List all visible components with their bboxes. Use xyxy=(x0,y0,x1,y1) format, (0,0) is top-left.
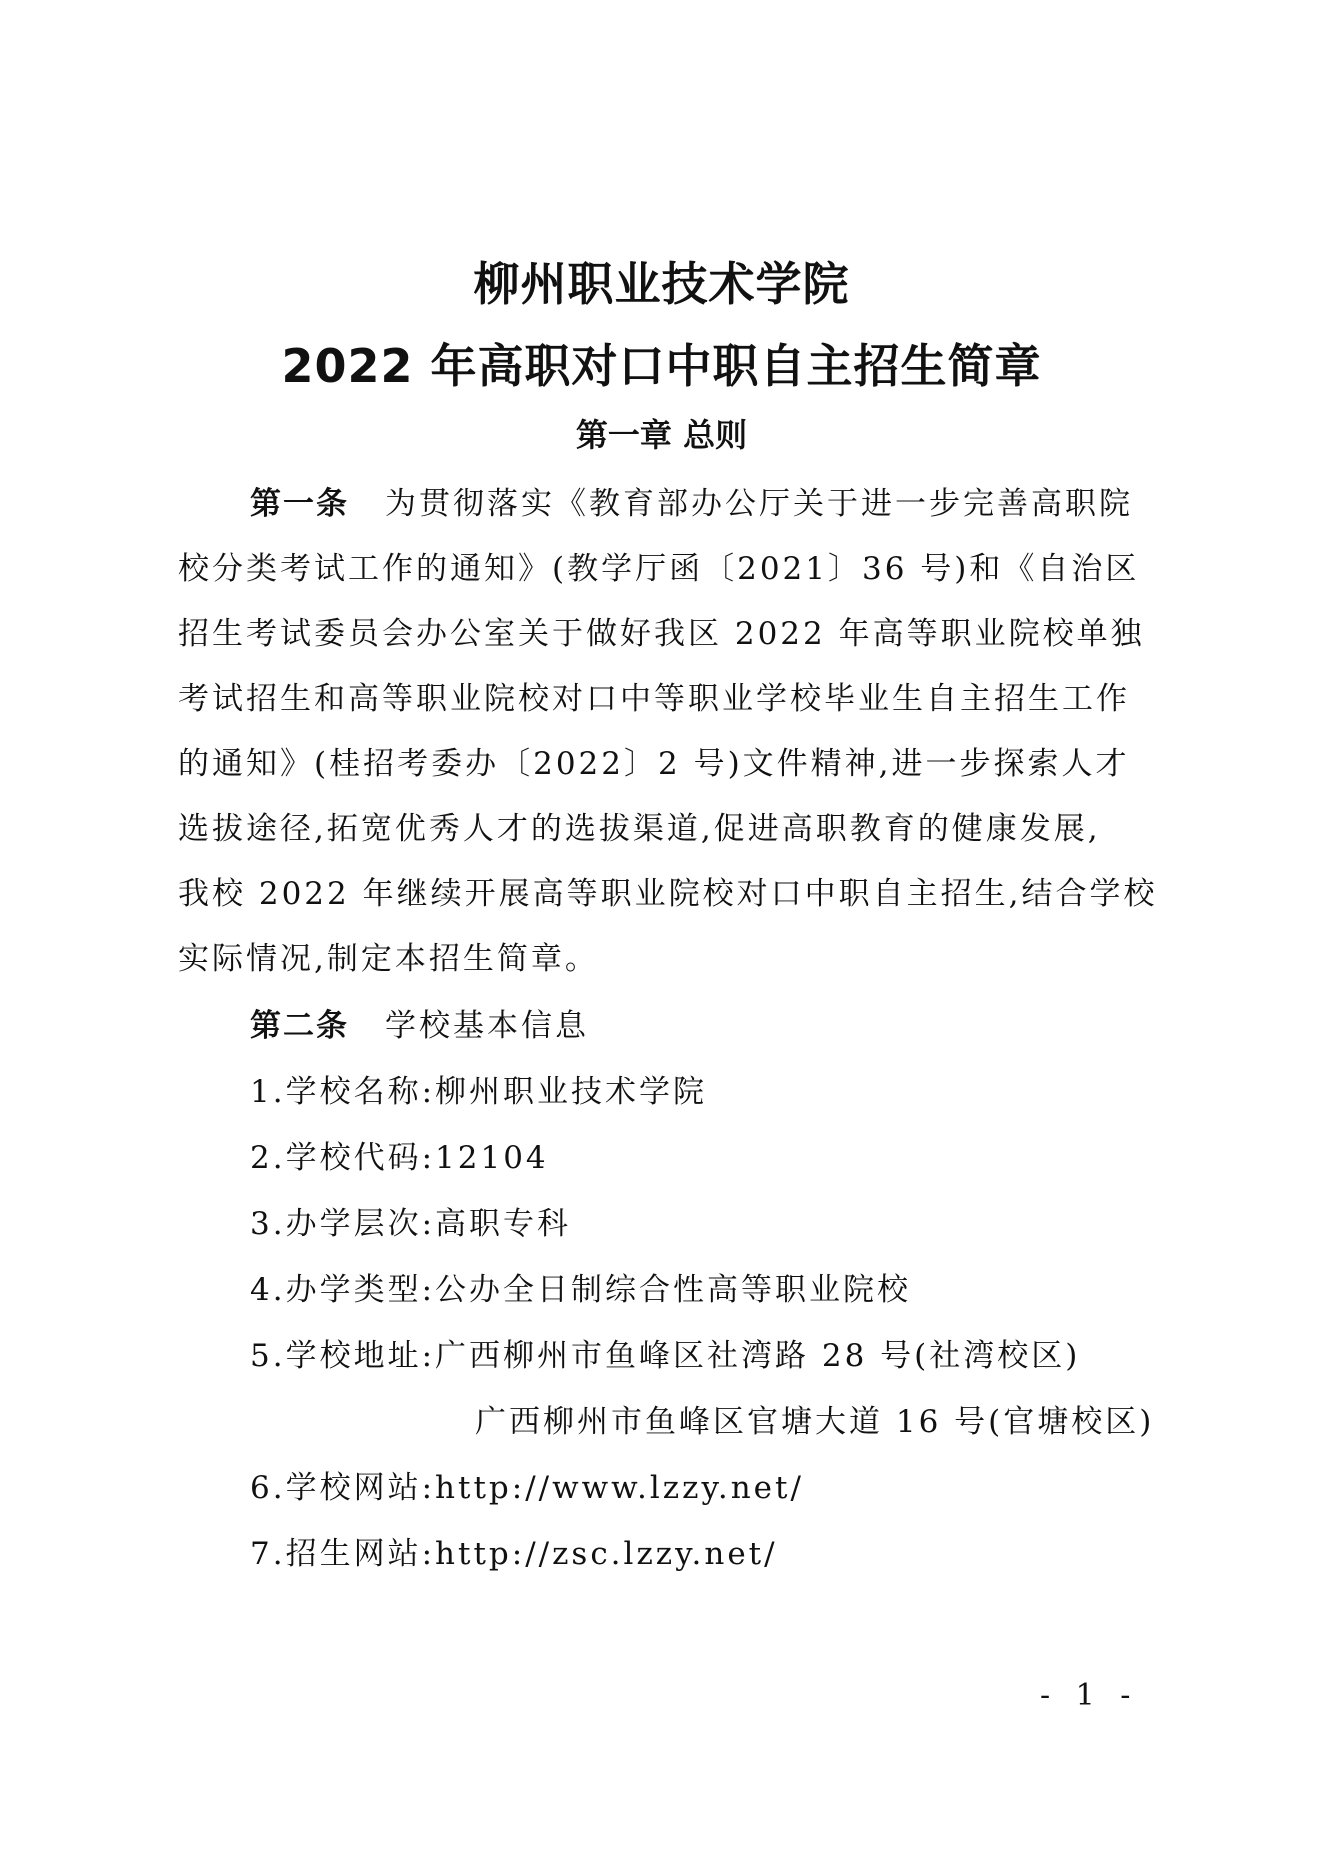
article2-line xyxy=(250,1000,589,1045)
info-item-education-level: 3.办学层次:高职专科 xyxy=(250,1206,572,1242)
article1-text-line: 我校 2022 年继续开展高等职业院校对口中职自主招生,结合学校 xyxy=(178,876,1158,912)
info-item-school-website: 6.学校网站:http://www.lzzy.net/ xyxy=(250,1470,804,1506)
article2-text: 学校基本信息 xyxy=(385,1008,589,1044)
article1-first-line xyxy=(250,478,1133,523)
article1-text-line: 为贯彻落实《教育部办公厅关于进一步完善高职院 xyxy=(385,486,1133,522)
article1-label: 第一条 xyxy=(250,486,349,522)
article1-text-line: 实际情况,制定本招生简章。 xyxy=(178,941,599,977)
article1-text-line: 的通知》(桂招考委办〔2022〕2 号)文件精神,进一步探索人才 xyxy=(178,746,1130,782)
article1-text-line: 校分类考试工作的通知》(教学厅函〔2021〕36 号)和《自治区 xyxy=(178,551,1140,587)
info-item-address-second-campus: 广西柳州市鱼峰区官塘大道 16 号(官塘校区) xyxy=(475,1404,1155,1440)
article2-label: 第二条 xyxy=(250,1008,349,1044)
document-title-school: 柳州职业技术学院 xyxy=(473,257,850,311)
info-item-school-type: 4.办学类型:公办全日制综合性高等职业院校 xyxy=(250,1272,912,1308)
chapter-heading: 第一章 总则 xyxy=(575,416,748,454)
info-item-admissions-website: 7.招生网站:http://zsc.lzzy.net/ xyxy=(250,1536,778,1572)
article1-text-line: 招生考试委员会办公室关于做好我区 2022 年高等职业院校单独 xyxy=(178,616,1145,652)
article1-text-line: 选拔途径,拓宽优秀人才的选拔渠道,促进高职教育的健康发展, xyxy=(178,811,1101,847)
info-item-school-code: 2.学校代码:12104 xyxy=(250,1140,549,1176)
document-title-brochure: 2022 年高职对口中职自主招生简章 xyxy=(281,339,1042,393)
article1-text-line: 考试招生和高等职业院校对口中等职业学校毕业生自主招生工作 xyxy=(178,681,1130,717)
info-item-address: 5.学校地址:广西柳州市鱼峰区社湾路 28 号(社湾校区) xyxy=(250,1338,1081,1374)
info-item-school-name: 1.学校名称:柳州职业技术学院 xyxy=(250,1074,708,1110)
page-number: - 1 - xyxy=(1040,1678,1139,1713)
